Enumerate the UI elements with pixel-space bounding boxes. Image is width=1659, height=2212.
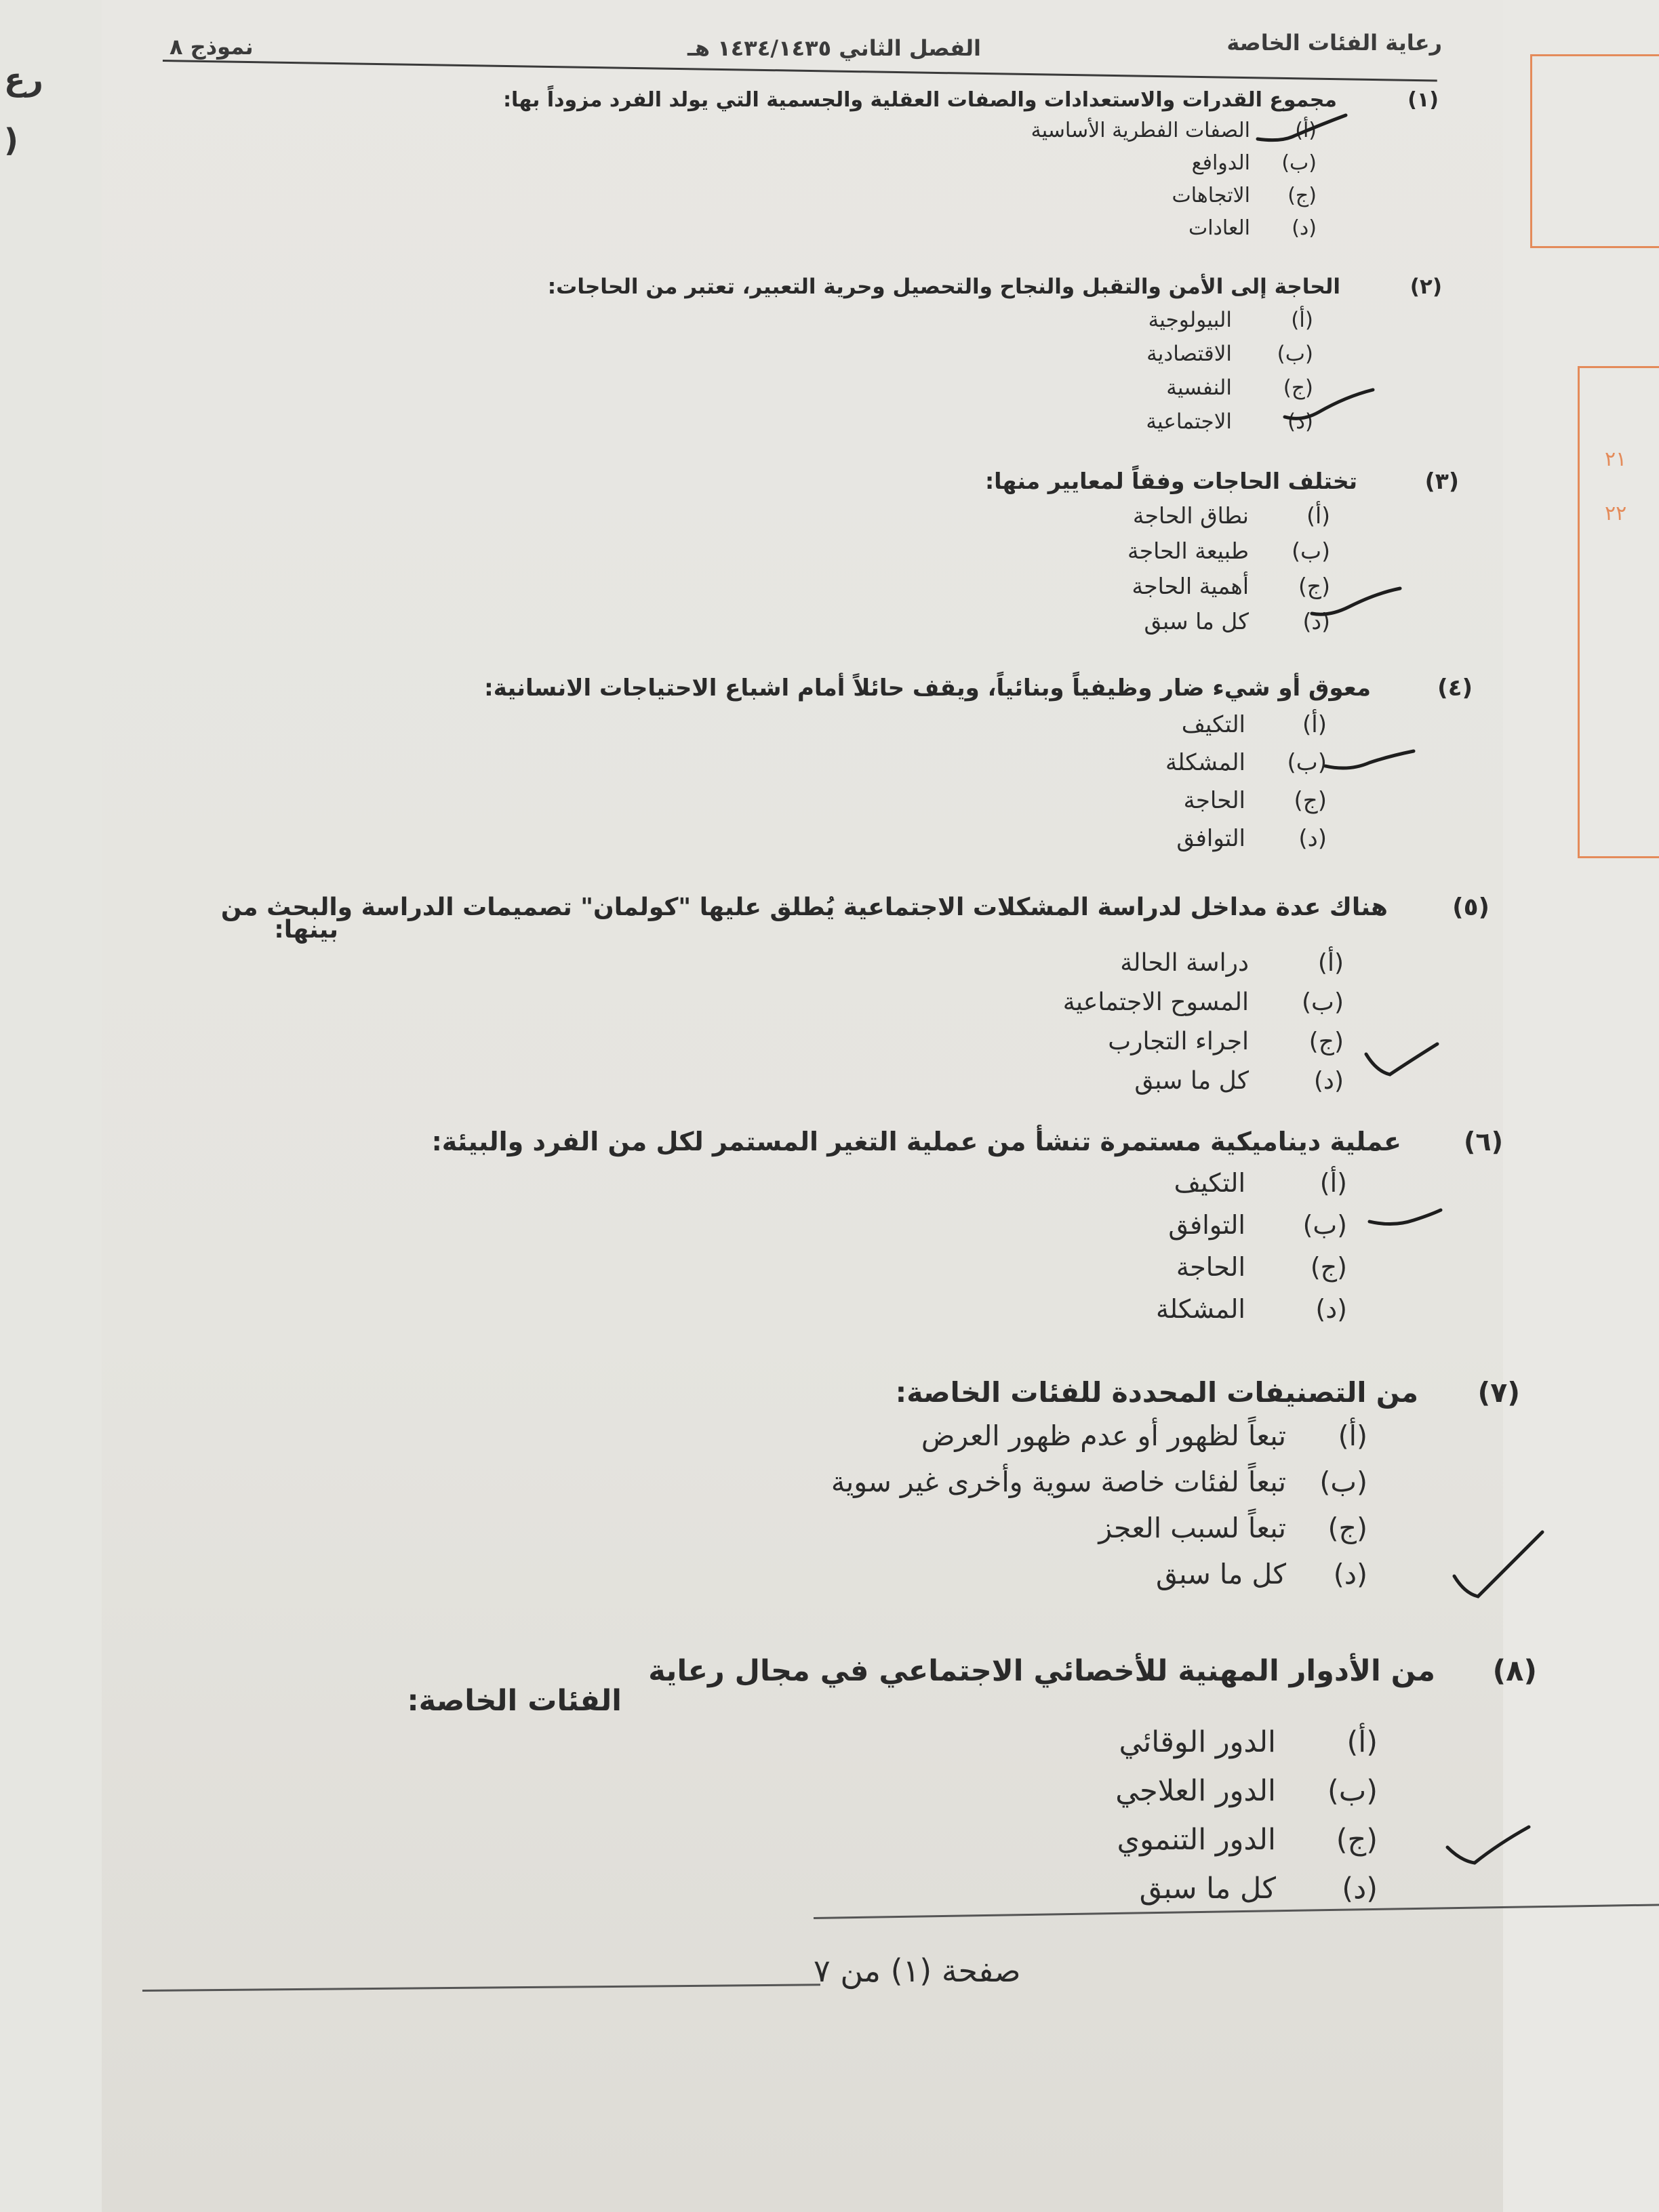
option-c[interactable] [831,1505,1367,1551]
option-text: الاقتصادية [1146,342,1232,366]
option-a[interactable] [548,303,1313,337]
question-number: (٨) [1492,1654,1537,1688]
table-number: ٢١ [1605,447,1627,471]
option-text: النفسية [1166,376,1232,400]
option-letter: (ج) [1308,1028,1344,1055]
option-d[interactable] [432,1288,1347,1330]
option-letter: (أ) [1317,949,1344,977]
exam-sheet [102,0,1537,2212]
question-4 [484,675,1473,858]
option-text: المسوح الاجتماعية [1062,988,1249,1016]
option-a[interactable] [831,1413,1367,1459]
option-c[interactable] [985,569,1330,604]
question-text: مجموع القدرات والاستعدادات والصفات العقلية والجسمية التي يولد الفرد مزوداً بها: [503,88,1337,112]
question-continuation: الفئات الخاصة: [407,1684,622,1718]
option-text: كل ما سبق [1139,1872,1276,1906]
option-letter: (د) [1315,1294,1347,1324]
option-d[interactable] [985,604,1330,639]
question-number: (٧) [1477,1376,1520,1409]
question-text: تختلف الحاجات وفقاً لمعايير منها: [984,468,1357,494]
option-c[interactable] [407,1815,1378,1864]
option-letter: (أ) [1306,502,1330,529]
orange-form-box [1530,54,1659,248]
option-text: العادات [1188,216,1250,240]
option-letter: (ج) [1294,787,1327,814]
question-2 [548,275,1442,439]
question-7 [831,1376,1520,1597]
question-text: من الأدوار المهنية للأخصائي الاجتماعي في مجال رعاية [648,1654,1435,1688]
option-c[interactable] [432,1246,1347,1288]
question-6 [432,1127,1503,1330]
left-page-edge [0,0,104,2212]
option-letter: (ب) [1277,342,1313,366]
left-margin-fragment: ) [4,122,19,159]
option-letter: (ب) [1292,538,1330,564]
option-text: دراسة الحالة [1120,949,1249,977]
option-d[interactable] [484,820,1327,858]
option-b[interactable] [548,337,1313,371]
option-text: المشكلة [1165,749,1245,776]
option-letter: (ب) [1281,151,1317,175]
question-continuation: بينها: [274,916,338,944]
option-letter: (أ) [1291,308,1313,332]
question-text: هناك عدة مداخل لدراسة المشكلات الاجتماعية يُطلق عليها "كولمان" تصميمات الدراسة والبحث من [220,893,1388,921]
question-number: (١) [1407,88,1439,112]
page-number: صفحة (١) من ٧ [814,1952,1021,1989]
option-text: الاتجاهات [1172,184,1250,207]
option-text: تبعاً لفئات خاصة سوية وأخرى غير سوية [831,1466,1286,1498]
option-letter: (ب) [1302,1210,1347,1240]
option-text: تبعاً لظهور أو عدم ظهور العرض [921,1420,1286,1452]
question-number: (٤) [1437,675,1473,702]
option-d[interactable] [221,1062,1344,1101]
question-5 [221,893,1490,1101]
header-divider [163,60,1437,82]
option-letter: (د) [1302,608,1330,635]
option-letter: (د) [1292,216,1317,240]
option-text: اجراء التجارب [1108,1028,1249,1055]
option-text: الدور الوقائي [1119,1725,1276,1759]
option-b[interactable] [407,1767,1378,1815]
footer-divider [142,1984,820,1992]
option-text: الاجتماعية [1146,409,1232,434]
option-letter: (د) [1342,1872,1378,1906]
option-letter: (ج) [1283,376,1313,400]
question-number: (٢) [1410,275,1442,299]
option-d[interactable] [503,212,1317,245]
question-text: عملية ديناميكية مستمرة تنشأ من عملية التغير المستمر لكل من الفرد والبيئة: [431,1127,1401,1157]
option-text: الدور التنموي [1117,1823,1276,1857]
option-text: طبيعة الحاجة [1127,538,1249,564]
left-margin-fragment: رع [4,61,43,98]
option-b[interactable] [432,1204,1347,1246]
option-text: كل ما سبق [1155,1558,1286,1590]
option-text: نطاق الحاجة [1132,502,1249,529]
option-text: التكيف [1181,711,1245,738]
option-letter: (ج) [1310,1252,1347,1282]
option-letter: (د) [1333,1558,1367,1590]
option-text: أهمية الحاجة [1132,573,1249,599]
option-letter: (أ) [1346,1725,1378,1759]
question-3 [985,468,1459,639]
option-text: التوافق [1168,1210,1245,1240]
option-text: الحاجة [1176,1252,1245,1282]
question-8 [407,1654,1537,1913]
option-b[interactable] [221,983,1344,1022]
option-c[interactable] [548,371,1313,405]
question-1 [503,88,1439,245]
option-a[interactable] [221,944,1344,983]
option-d[interactable] [407,1864,1378,1913]
option-a[interactable] [503,115,1317,147]
option-c[interactable] [221,1022,1344,1062]
option-b[interactable] [484,744,1327,782]
option-b[interactable] [503,147,1317,180]
orange-answer-table [1578,366,1659,858]
option-text: كل ما سبق [1144,608,1249,635]
term-label: الفصل الثاني ١٤٣٤/١٤٣٥ هـ [687,35,981,61]
option-text: تبعاً لسبب العجز [1098,1512,1286,1544]
option-d[interactable] [831,1551,1367,1597]
option-letter: (أ) [1295,119,1317,142]
question-number: (٦) [1464,1127,1503,1157]
option-b[interactable] [985,534,1330,569]
option-letter: (أ) [1338,1420,1367,1452]
option-text: المشكلة [1156,1294,1245,1324]
question-text: الحاجة إلى الأمن والتقبل والنجاح والتحصيل وحرية التعبير، تعتبر من الحاجات: [547,275,1340,299]
option-letter: (ب) [1319,1466,1367,1498]
option-text: الدوافع [1191,151,1250,175]
option-a[interactable] [985,498,1330,534]
option-text: كل ما سبق [1134,1067,1249,1095]
option-b[interactable] [831,1459,1367,1505]
option-letter: (د) [1287,409,1313,434]
option-letter: (ب) [1287,749,1327,776]
option-c[interactable] [484,782,1327,820]
model-number: نموذج ٨ [169,34,254,60]
option-d[interactable] [548,405,1313,439]
option-text: الصفات الفطرية الأساسية [1031,119,1250,142]
question-number: (٣) [1424,468,1459,494]
option-text: الحاجة [1183,787,1245,814]
question-number: (٥) [1452,893,1490,921]
option-text: الدور العلاجي [1115,1774,1276,1808]
option-a[interactable] [407,1718,1378,1767]
option-letter: (د) [1313,1067,1344,1095]
option-a[interactable] [484,706,1327,744]
option-text: التكيف [1174,1168,1245,1198]
table-number: ٢٢ [1605,502,1627,525]
option-letter: (أ) [1302,711,1327,738]
question-text: من التصنيفات المحددة للفئات الخاصة: [895,1376,1418,1409]
option-letter: (ب) [1302,988,1344,1016]
option-letter: (ج) [1287,184,1317,207]
option-c[interactable] [503,180,1317,212]
option-letter: (أ) [1319,1168,1347,1198]
option-a[interactable] [432,1162,1347,1204]
option-letter: (ج) [1336,1823,1378,1857]
option-text: البيولوجية [1148,308,1232,332]
option-letter: (د) [1298,825,1327,852]
option-letter: (ج) [1327,1512,1367,1544]
option-text: التوافق [1176,825,1245,852]
course-title: رعاية الفئات الخاصة [1226,30,1442,56]
question-text: معوق أو شيء ضار وظيفياً وبنائياً، ويقف حائلاً أمام اشباع الاحتياجات الانسانية: [484,675,1371,702]
option-letter: (ج) [1298,573,1330,599]
option-letter: (ب) [1327,1774,1378,1808]
